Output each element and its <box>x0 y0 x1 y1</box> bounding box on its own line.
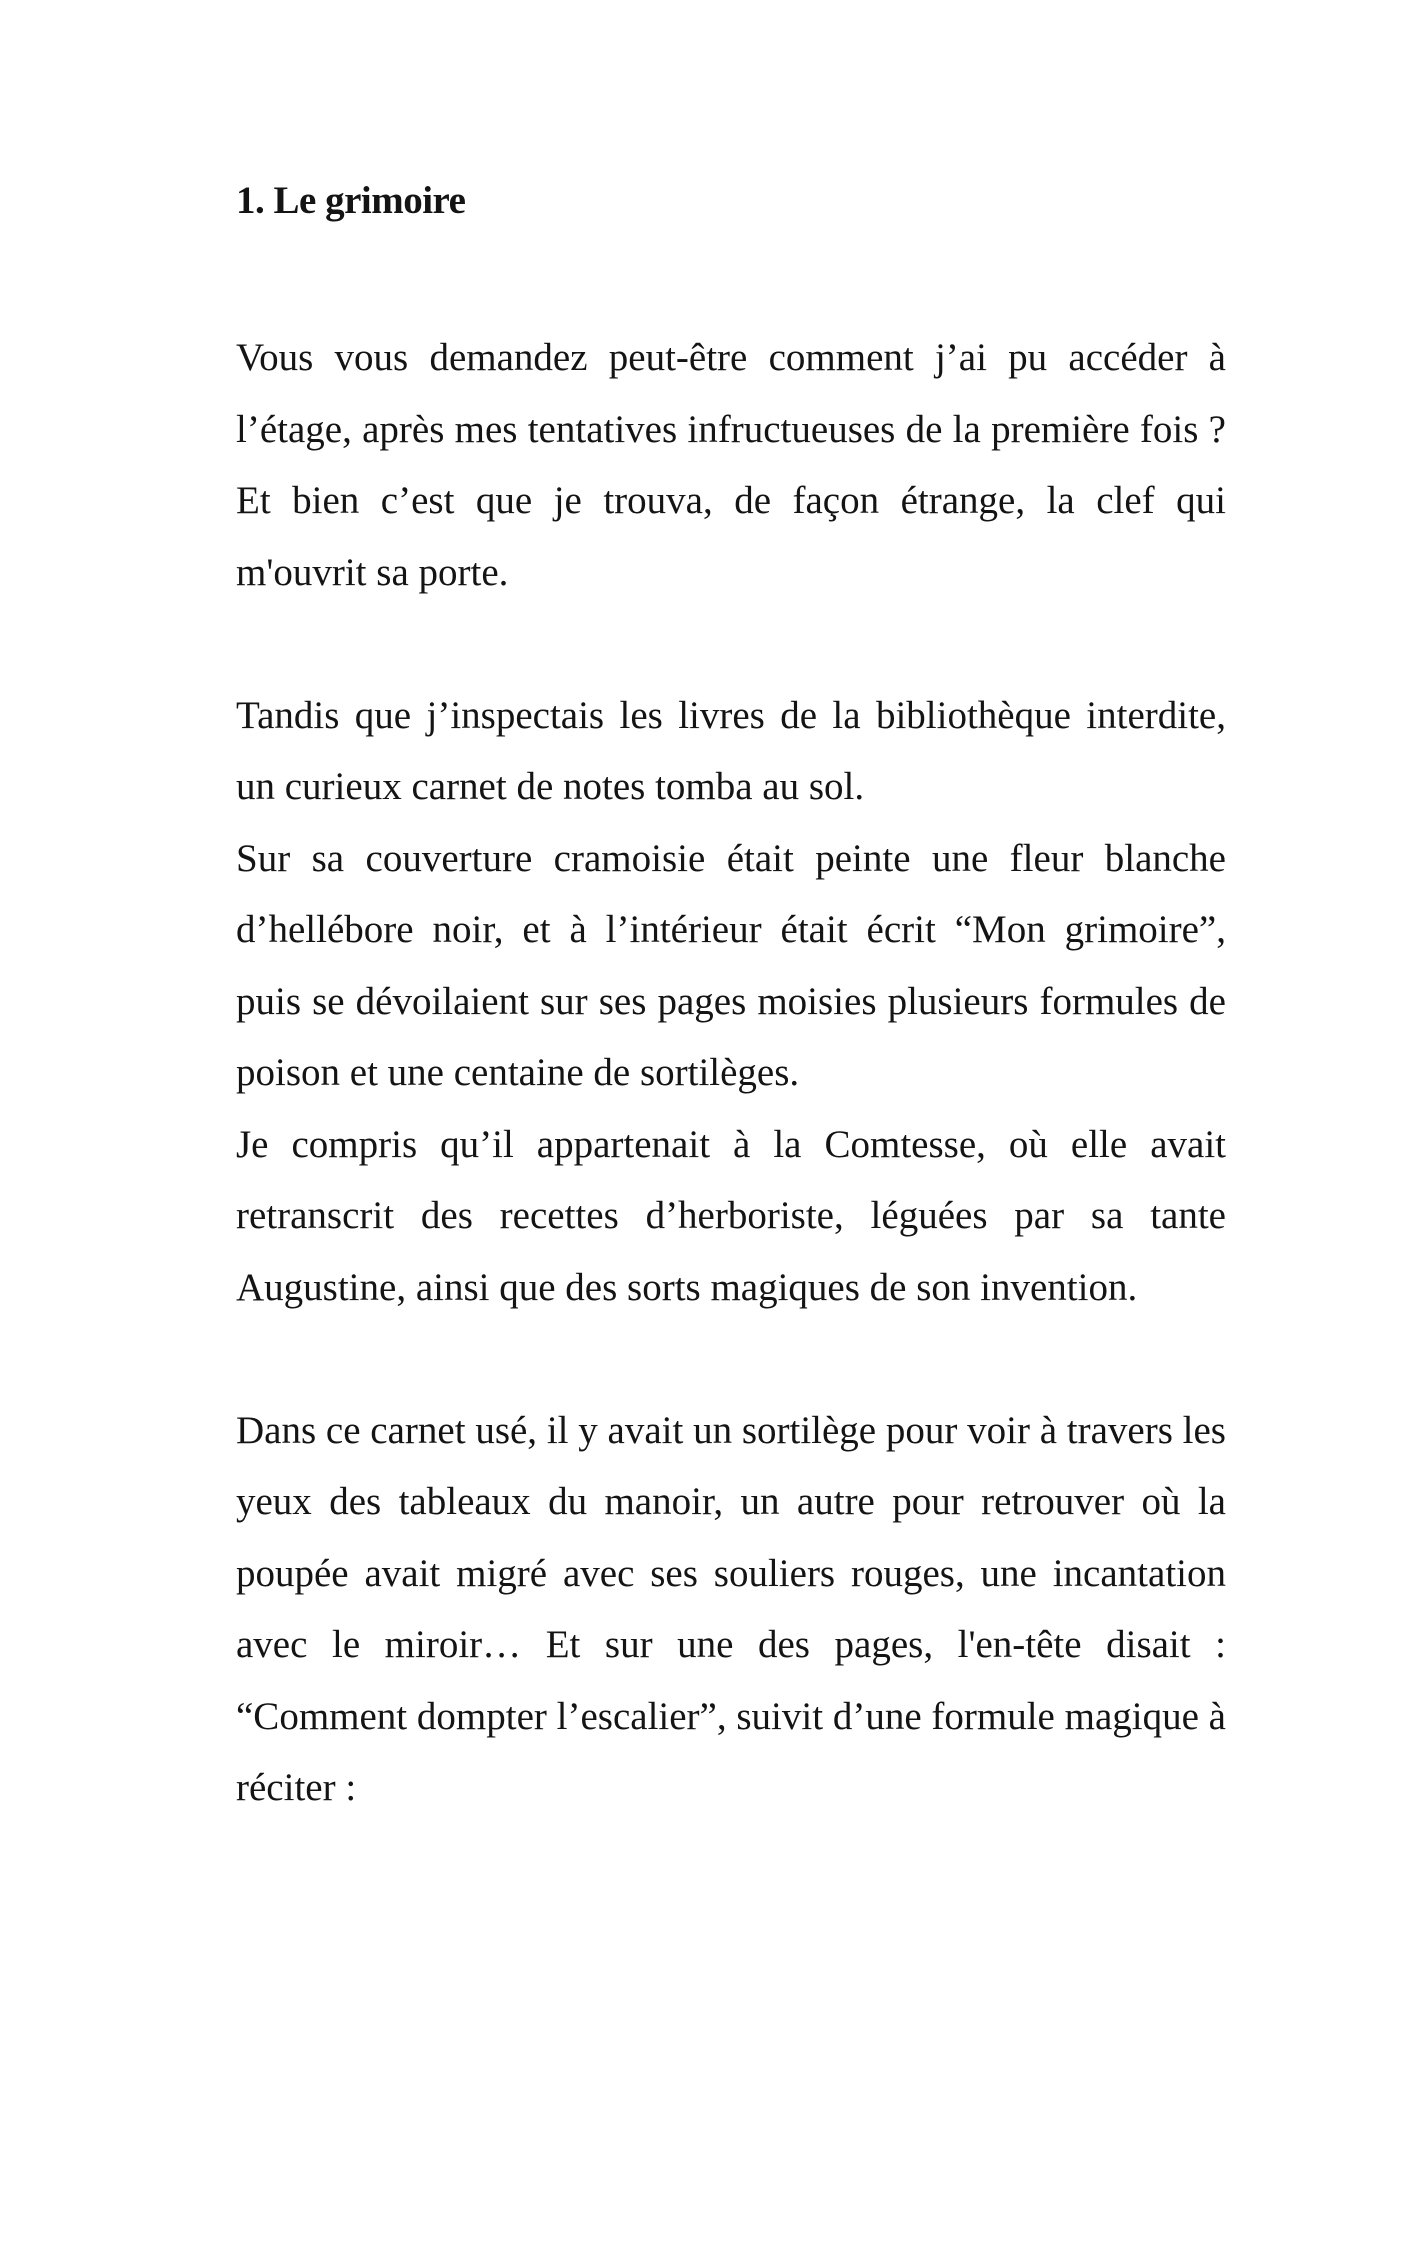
paragraph-notebook-cover: Sur sa couverture cramoisie était peinte une fleur blanche d’hellébore noir, et à l’intérieur était écrit “Mon grimoire”, puis se dévoilaient sur ses pages moisies plusieurs formules de poison et une centaine de sortilèges. <box>236 836 1226 1094</box>
paragraph-notebook-found: Tandis que j’inspectais les livres de la bibliothèque interdite, un curieux carnet de notes tomba au sol. <box>236 693 1226 808</box>
chapter-title: 1. Le grimoire <box>236 179 466 222</box>
chapter-body <box>236 322 1226 1824</box>
paragraph-spells-list: Dans ce carnet usé, il y avait un sortilège pour voir à travers les yeux des tableaux du manoir, un autre pour retrouver où la poupée avait migré avec ses souliers rouges, une incantation avec le miroir… Et sur une des pages, l'en-tête disait : “Comment dompter l’escalier”, suivit d’une formule magique à réciter : <box>236 1408 1226 1809</box>
paragraph-access-floor: Vous vous demandez peut-être comment j’ai pu accéder à l’étage, après mes tentatives infructueuses de la première fois ? Et bien c’est que je trouva, de façon étrange, la clef qui m'ouvrit sa porte. <box>236 336 1226 594</box>
paragraph-countess-owner: Je compris qu’il appartenait à la Comtesse, où elle avait retranscrit des recettes d’herboriste, léguées par sa tante Augustine, ainsi que des sorts magiques de son invention. <box>236 1122 1226 1309</box>
